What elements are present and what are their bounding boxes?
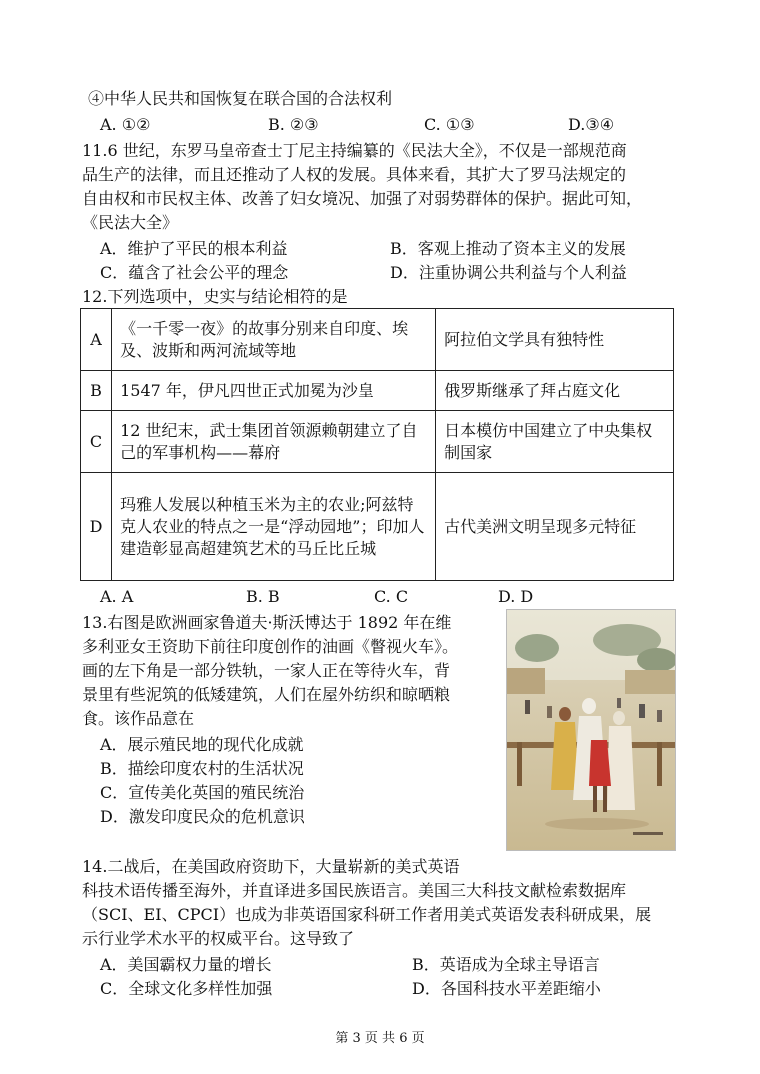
q14-option-a: A．美国霸权力量的增长 [100, 955, 272, 974]
table-row [81, 473, 674, 581]
q12-option-c: C. C [374, 587, 409, 606]
painting-illustration [507, 610, 675, 850]
q11-option-b: B．客观上推动了资本主义的发展 [390, 239, 626, 258]
row-fact: 《一千零一夜》的故事分别来自印度、埃及、波斯和两河流域等地 [112, 309, 436, 371]
q13-option-b: B．描绘印度农村的生活状况 [100, 759, 304, 778]
row-conclusion: 俄罗斯继承了拜占庭文化 [436, 371, 674, 411]
top-option-a: A. ①② [100, 115, 151, 134]
q13-option-d: D．激发印度民众的危机意识 [100, 807, 305, 826]
q11-line-3: 自由权和市民权主体、改善了妇女境况、加强了对弱势群体的保护。据此可知， [82, 189, 643, 208]
row-label: A [81, 309, 112, 371]
row-label: B [81, 371, 112, 411]
q14-line-1: 14.二战后，在美国政府资助下，大量崭新的美式英语 [82, 857, 460, 876]
q11-option-a: A．维护了平民的根本利益 [100, 239, 288, 258]
q13-line-1: 13.右图是欧洲画家鲁道夫·斯沃博达于 1892 年在维 [82, 613, 452, 632]
q11-line-4: 《民法大全》 [82, 213, 179, 232]
painting-image [506, 609, 676, 851]
row-conclusion: 日本模仿中国建立了中央集权制国家 [436, 411, 674, 473]
table-row [81, 371, 674, 411]
q12-option-a: A. A [100, 587, 134, 606]
top-option-b: B. ②③ [268, 115, 319, 134]
q11-option-c: C．蕴含了社会公平的理念 [100, 263, 289, 282]
q11-option-d: D．注重协调公共利益与个人利益 [390, 263, 627, 282]
q11-line-1: 11.6 世纪，东罗马皇帝查士丁尼主持编纂的《民法大全》，不仅是一部规范商 [82, 141, 627, 160]
q13-line-4: 景里有些泥筑的低矮建筑，人们在屋外纺织和晾晒粮 [82, 685, 451, 704]
row-fact: 12 世纪末，武士集团首领源赖朝建立了自己的军事机构——幕府 [112, 411, 436, 473]
q13-option-c: C．宣传美化英国的殖民统治 [100, 783, 305, 802]
table-row [81, 309, 674, 371]
q12-option-b: B. B [246, 587, 280, 606]
q12-stem: 12.下列选项中，史实与结论相符的是 [82, 287, 348, 306]
row-conclusion: 阿拉伯文学具有独特性 [436, 309, 674, 371]
q13-line-5: 食。该作品意在 [82, 709, 195, 728]
row-conclusion: 古代美洲文明呈现多元特征 [436, 473, 674, 581]
q14-option-b: B．英语成为全球主导语言 [412, 955, 600, 974]
q13-line-2: 多利亚女王资助下前往印度创作的油画《瞥视火车》。 [82, 637, 459, 656]
top-option-d: D.③④ [568, 115, 615, 134]
row-fact: 玛雅人发展以种植玉米为主的农业;阿兹特克人农业的特点之一是“浮动园地”；印加人建造彰显高超建筑艺术的马丘比丘城 [112, 473, 436, 581]
row-label: C [81, 411, 112, 473]
q11-line-2: 品生产的法律，而且还推动了人权的发展。具体来看，其扩大了罗马法规定的 [82, 165, 627, 184]
table-row [81, 411, 674, 473]
row-fact: 1547 年，伊凡四世正式加冕为沙皇 [112, 371, 436, 411]
q12-table [80, 308, 674, 581]
q14-option-c: C．全球文化多样性加强 [100, 979, 273, 998]
q13-line-3: 画的左下角是一部分铁轨，一家人正在等待火车，背 [82, 661, 451, 680]
item-4-text: ④中华人民共和国恢复在联合国的合法权利 [88, 89, 393, 108]
q13-option-a: A．展示殖民地的现代化成就 [100, 735, 304, 754]
q14-line-2: 科技术语传播至海外，并直译进多国民族语言。美国三大科技文献检索数据库 [82, 881, 627, 900]
q12-option-d: D. D [498, 587, 534, 606]
row-label: D [81, 473, 112, 581]
q14-option-d: D．各国科技水平差距缩小 [412, 979, 601, 998]
q14-line-3: （SCI、EI、CPCI）也成为非英语国家科研工作者用美式英语发表科研成果，展 [82, 905, 652, 924]
page-footer: 第 3 页 共 6 页 [335, 1031, 425, 1046]
top-option-c: C. ①③ [424, 115, 475, 134]
q14-line-4: 示行业学术水平的权威平台。这导致了 [82, 929, 355, 948]
